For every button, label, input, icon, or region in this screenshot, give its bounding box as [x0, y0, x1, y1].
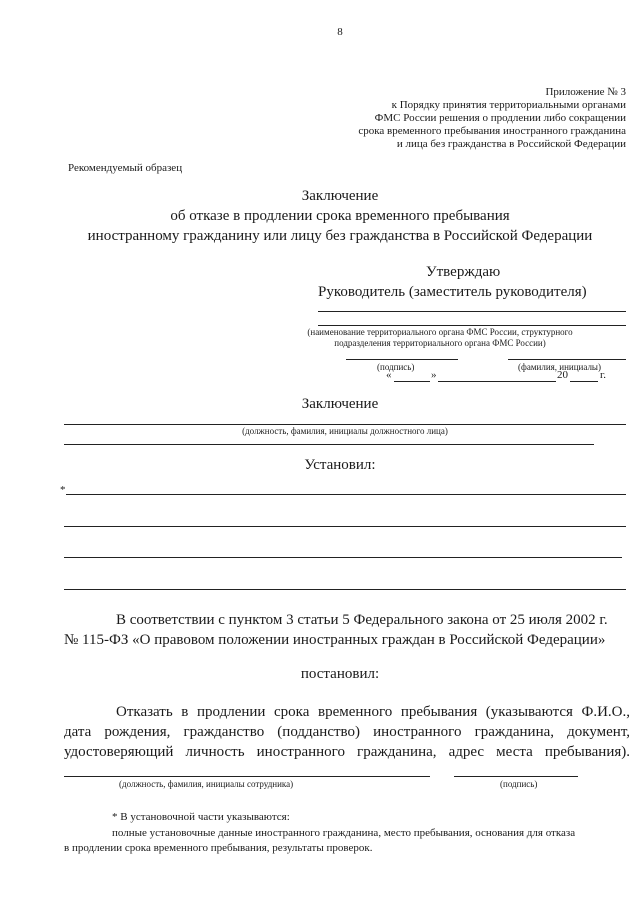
org-name-line — [318, 325, 626, 326]
decision-line: удостоверяющий личность иностранного гражданина, адрес места пребывания). — [64, 744, 630, 760]
law-paragraph-line: № 115-ФЗ «О правовом положении иностранных граждан в Российской Федерации» — [64, 632, 606, 648]
footnote-title: * В установочной части указываются: — [112, 811, 290, 823]
date-day-line — [394, 381, 430, 382]
document-heading — [0, 186, 640, 246]
employee-line — [64, 776, 430, 777]
name-line — [508, 359, 626, 360]
employee-caption: (должность, фамилия, инициалы сотрудника) — [119, 779, 294, 789]
employee-signature-caption: (подпись) — [500, 779, 538, 789]
footnote-marker: * — [60, 484, 66, 496]
date-month-line — [438, 381, 556, 382]
head-label: Руководитель (заместитель руководителя) — [318, 284, 587, 300]
conclusion-title: Заключение — [301, 396, 379, 412]
employee-signature-line — [454, 776, 578, 777]
established-title: Установил: — [304, 457, 376, 473]
date-open-quote: « — [386, 369, 392, 381]
appendix-line: ФМС России решения о продлении либо сокращении — [374, 112, 626, 124]
date-year-line — [570, 381, 598, 382]
established-line — [66, 494, 626, 495]
recommended-sample-label: Рекомендуемый образец — [68, 162, 183, 174]
established-line — [64, 589, 626, 590]
established-line — [64, 526, 626, 527]
date-suffix: г. — [600, 369, 607, 381]
heading-subtitle: иностранному гражданину или лицу без гражданства в Российской Федерации — [87, 228, 593, 244]
org-caption — [270, 327, 610, 349]
appendix-line: и лица без гражданства в Российской Федерации — [396, 138, 626, 150]
heading-title: Заключение — [301, 188, 379, 204]
appendix-line: срока временного пребывания иностранного гражданина — [358, 125, 626, 137]
page-number: 8 — [337, 26, 343, 38]
date-close-quote: » — [431, 369, 437, 381]
footnote-line: в продлении срока временного пребывания, результаты проверок. — [64, 842, 373, 854]
position-line-2 — [64, 444, 594, 445]
signature-caption: (подпись) — [377, 362, 415, 372]
position-line — [64, 424, 626, 425]
appendix-line: к Порядку принятия территориальными органами — [391, 99, 626, 111]
position-caption: (должность, фамилия, инициалы должностного лица) — [242, 426, 448, 436]
decision-line: дата рождения, гражданство (подданство) иностранного гражданина, документ, — [64, 724, 630, 740]
law-paragraph-line: В соответствии с пунктом 3 статьи 5 Федерального закона от 25 июля 2002 г. — [116, 612, 608, 628]
approve-label: Утверждаю — [426, 264, 501, 280]
established-line — [64, 557, 622, 558]
approval-line — [318, 311, 626, 312]
decision-line: Отказать в продлении срока временного пребывания (указываются Ф.И.О., — [116, 704, 630, 720]
signature-line — [346, 359, 458, 360]
decision-paragraph — [64, 702, 630, 762]
date-year: 20 — [557, 369, 568, 381]
appendix-title: Приложение № 3 — [545, 86, 626, 98]
resolved-label: постановил: — [300, 666, 380, 682]
name-caption: (фамилия, инициалы) — [518, 362, 601, 372]
org-caption-line: (наименование территориального органа ФМС России, структурного — [307, 327, 573, 337]
footnote-line: полные установочные данные иностранного гражданина, место пребывания, основания для отказа — [112, 827, 576, 839]
org-caption-line: подразделения территориального органа ФМС России) — [334, 338, 546, 348]
appendix-block — [358, 86, 626, 151]
heading-subtitle: об отказе в продлении срока временного пребывания — [170, 208, 510, 224]
